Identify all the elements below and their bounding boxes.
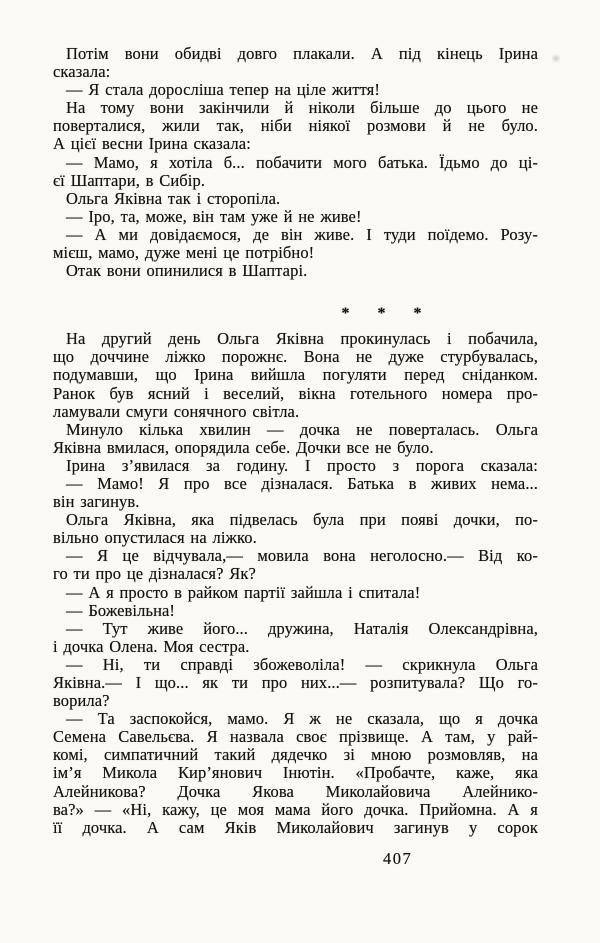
text-line: Потім вони обидві довго плакали. А під кінець Ірина: [66, 44, 538, 63]
text-line: Отак вони опинилися в Шаптарі.: [66, 261, 308, 281]
text-line: — Мамо, я хотіла б... побачити мого батька. Їдьмо до ці-: [66, 152, 538, 172]
text-line: поверталися, жили так, ніби ніякої розмови й не було.: [53, 116, 538, 136]
text-line: Семена Савельєва. Я назвала своє прізвище. А там, у рай-: [53, 727, 538, 747]
text-line: мієш, мамо, дуже мені це потрібно!: [53, 243, 315, 263]
text-line: — Та заспокойся, мамо. Я ж не сказала, що я дочка: [66, 709, 538, 729]
text-line: — Божевільна!: [66, 600, 176, 620]
text-line: він загинув.: [53, 492, 140, 512]
text-line: На тому вони закінчили й ніколи більше до цього не: [66, 98, 538, 118]
section-separator-stars: * * *: [341, 305, 434, 323]
text-line: — Мамо! Я про все дізналася. Батька в живих нема...: [66, 473, 538, 493]
text-line: го ти про це дізналася? Як?: [53, 564, 256, 584]
text-line: — Я стала доросліша тепер на ціле життя!: [66, 80, 380, 100]
text-line: — Тут живе його... дружина, Наталія Олександрівна,: [66, 618, 538, 638]
text-line: і дочка Олена. Моя сестра.: [53, 636, 250, 656]
text-line: Яківна вмилася, опорядила себе. Дочки все не було.: [53, 437, 434, 457]
text-line: — Я це відчувала,— мовила вона неголосно.— Від ко-: [66, 546, 538, 566]
text-line: подумавши, що Ірина вийшла погуляти перед сніданком.: [53, 365, 538, 385]
text-line: На другий день Ольга Яківна прокинулась і побачила,: [66, 329, 538, 349]
text-line: ворила?: [53, 691, 110, 711]
text-line: — Іро, та, може, він там уже й не живе!: [66, 206, 362, 226]
text-line: єї Шаптари, в Сибір.: [53, 170, 206, 190]
text-line: її дочка. А сам Яків Миколайович загинув у сорок: [53, 817, 538, 837]
text-line: вільно опустилася на ліжко.: [53, 528, 257, 548]
text-line: сказала:: [53, 62, 111, 82]
text-line: Ольга Яківна так і сторопіла.: [66, 188, 281, 208]
text-line: Минуло кілька хвилин — дочка не поверталась. Ольга: [66, 419, 538, 439]
text-line: — А я просто в райком партії зайшла і спитала!: [66, 582, 421, 602]
text-line: ламували смуги сонячного світла.: [53, 401, 300, 421]
text-block: [53, 45, 538, 837]
text-line: — А ми довідаємося, де він живе. І туди поїдемо. Розу-: [66, 224, 538, 244]
text-line: Ольга Яківна, яка підвелась була при появі дочки, по-: [66, 510, 538, 530]
page-number: 407: [383, 849, 413, 868]
text-line: Ранок був ясний і веселий, вікна готельного номера про-: [53, 383, 538, 403]
text-line: — Ні, ти справді збожеволіла! — скрикнула Ольга: [66, 654, 538, 674]
text-line: Алейникова? Дочка Якова Миколайовича Алейнико-: [53, 781, 538, 801]
text-line: А цієї весни Ірина сказала:: [53, 134, 251, 154]
scan-smudge: [551, 54, 561, 63]
text-line: ва?» — «Ні, кажу, це моя мама його дочка. Прийомна. А я: [53, 799, 538, 819]
text-line: Ірина з’явилася за годину. І просто з порога сказала:: [66, 455, 538, 475]
text-line: Яківна.— І що... як ти про них...— розпитувала? Що го-: [53, 673, 538, 692]
text-line: ім’я Микола Кир’янович Інютін. «Пробачте, каже, яка: [53, 763, 538, 783]
text-line: що доччине ліжко порожнє. Вона не дуже стурбувалась,: [53, 347, 538, 367]
text-line: комі, симпатичний такий дядечко зі мною розмовляв, на: [53, 745, 538, 765]
